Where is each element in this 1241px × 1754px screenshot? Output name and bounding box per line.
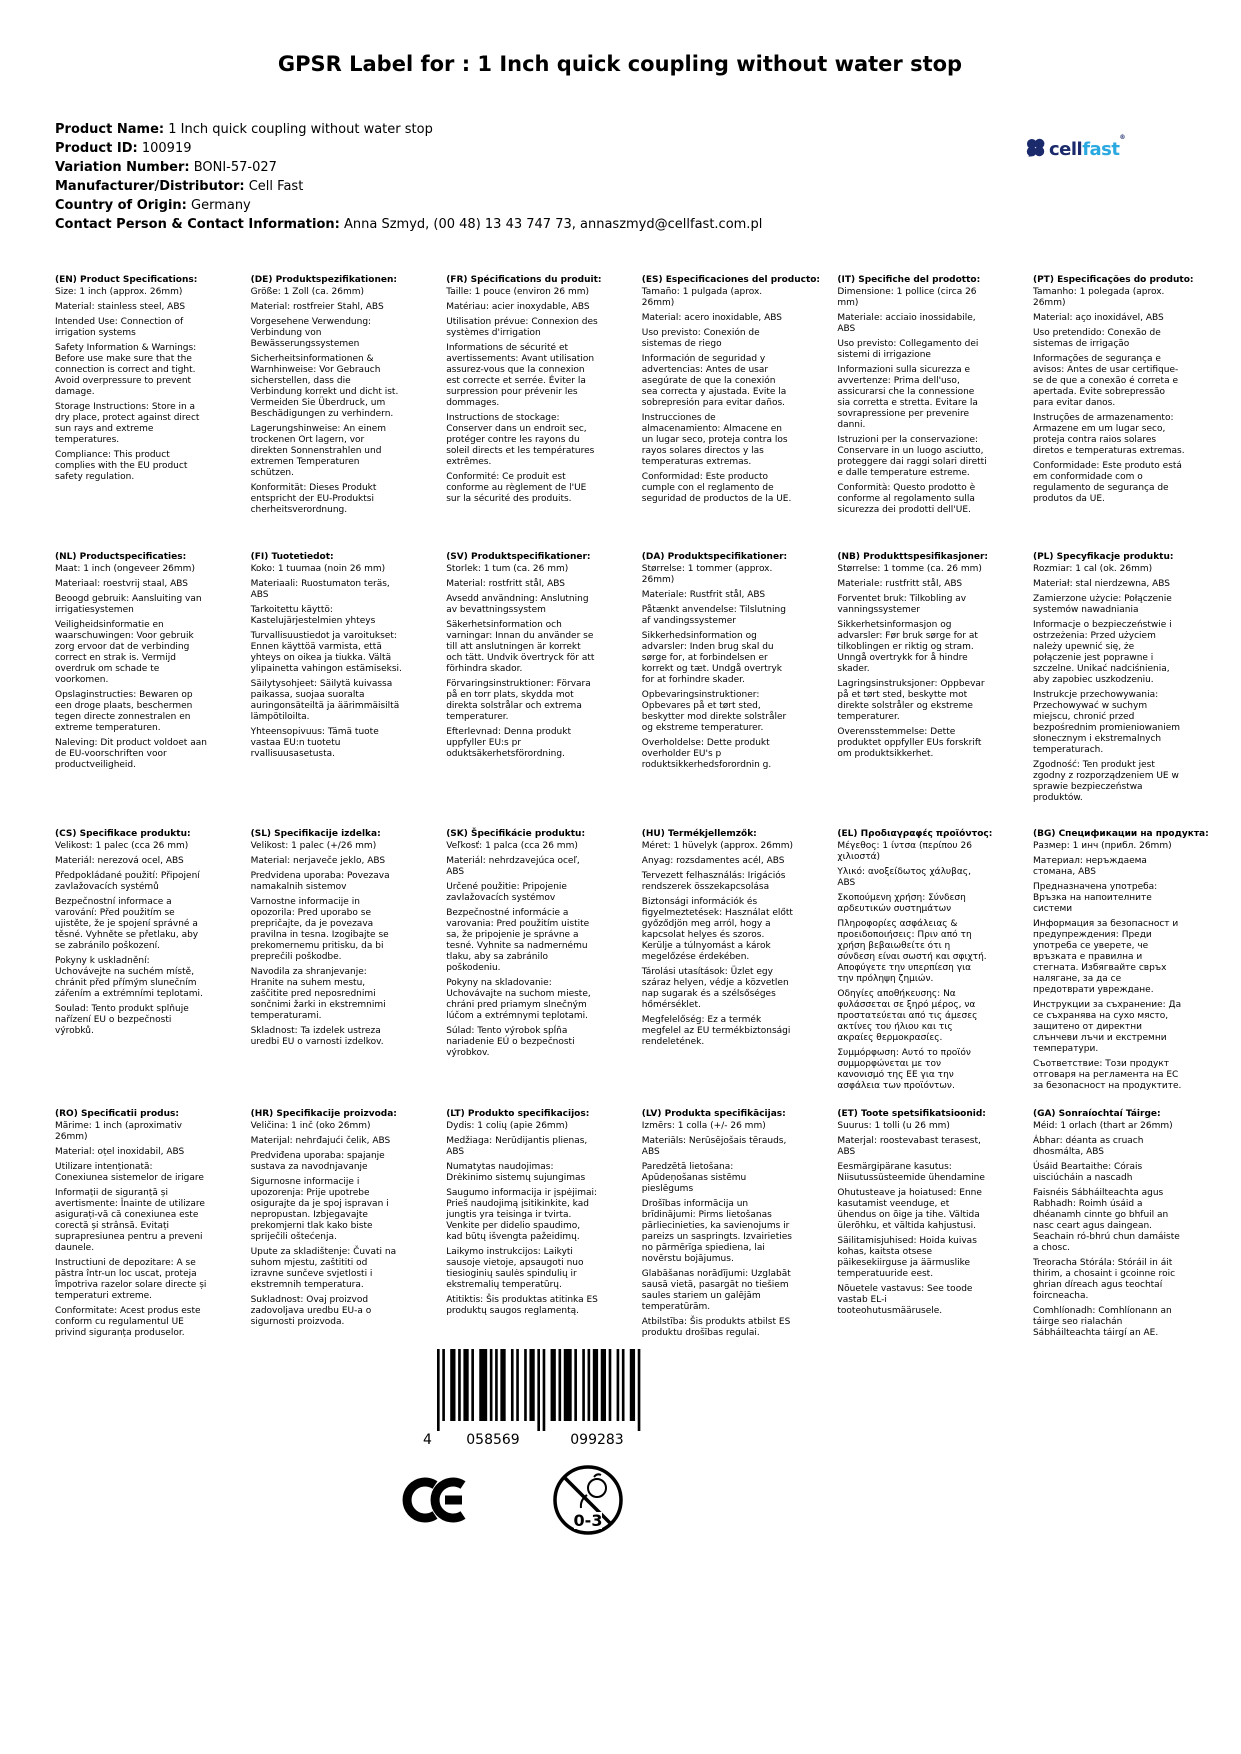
spec-paragraph: Utilizare intenționată: Conexiunea sistemelor de irigare bbox=[55, 1162, 204, 1183]
spec-paragraph: Οδηγίες αποθήκευσης: Να φυλάσσεται σε ξηρό μέρος, να προστατεύεται από τις άμεσες ακτίνες του ήλιου και τις ακραίες θερμοκρασίες. bbox=[837, 989, 978, 1043]
spec-paragraph: Atitiktis: Šis produktas atitinka ES produktų saugos reglamentą. bbox=[446, 1295, 598, 1316]
spec-paragraph: Rozmiar: 1 cal (ok. 26mm) bbox=[1032, 564, 1153, 574]
spec-paragraph: Anyag: rozsdamentes acél, ABS bbox=[641, 856, 785, 866]
spec-paragraph: Material: acero inoxidable, ABS bbox=[641, 313, 782, 323]
manufacturer-row bbox=[55, 177, 1185, 196]
spec-block-title: (NL) Productspecificaties: bbox=[55, 552, 187, 562]
spec-block-ro bbox=[55, 1109, 207, 1343]
spec-paragraph: Naleving: Dit product voldoet aan de EU-voorschriften voor productveiligheid. bbox=[55, 738, 207, 770]
spec-paragraph: Bezpečnostné informácie a varovania: Pred použitím uistite sa, že pripojenie je správne a tesné. Vyhnite sa nadmernému tlaku, aby sa zabránilo poškodeniu. bbox=[446, 908, 590, 973]
spec-block-title: (DE) Produktspezifikationen: bbox=[250, 275, 397, 285]
spec-paragraph: Предназначена употреба: Връзка на напоителните системи bbox=[1032, 882, 1158, 914]
spec-paragraph: Materiale: acciaio inossidabile, ABS bbox=[837, 313, 976, 334]
product-id-row bbox=[55, 139, 1185, 158]
barcode-digits-left: 058569 bbox=[466, 1432, 520, 1448]
spec-block-title: (LV) Produkta specifikācijas: bbox=[641, 1109, 786, 1119]
spec-paragraph: Sigurnosne informacije i upozorenja: Prije upotrebe osigurajte da je spoj ispravan i nepropustan. Izbjegavajte prekomjerni tlak kako biste spriječili oštećenja. bbox=[250, 1177, 389, 1242]
spec-paragraph: Størrelse: 1 tomme (ca. 26 mm) bbox=[837, 564, 982, 574]
spec-paragraph: Materjal: roostevabast terasest, ABS bbox=[837, 1136, 981, 1157]
spec-block-title: (EL) Προδιαγραφές προϊόντος: bbox=[837, 829, 993, 839]
spec-paragraph: Glabāšanas norādījumi: Uzglabāt sausā vietā, pasargāt no tiešiem saules stariem un galējām temperatūrām. bbox=[641, 1269, 791, 1312]
spec-paragraph: Material: stainless steel, ABS bbox=[55, 302, 186, 312]
spec-paragraph: Koko: 1 tuumaa (noin 26 mm) bbox=[250, 564, 386, 574]
spec-block-et bbox=[837, 1109, 989, 1343]
spec-paragraph: Materiale: rustfritt stål, ABS bbox=[837, 579, 963, 589]
spec-paragraph: Sukladnost: Ovaj proizvod zadovoljava uredbu EU-a o sigurnosti proizvoda. bbox=[250, 1295, 372, 1327]
spec-paragraph: Sicherheitsinformationen & Warnhinweise: Vor Gebrauch sicherstellen, dass die Verbindung korrekt und dicht ist. Vermeiden Sie Überdruck, um Beschädigungen zu verhindern. bbox=[250, 354, 399, 419]
spec-paragraph: Predviđena uporaba: spajanje sustava za navodnjavanje bbox=[250, 1151, 385, 1172]
product-name-row bbox=[55, 120, 1185, 139]
spec-paragraph: Opbevaringsinstruktioner: Opbevares på et tørt sted, beskytter mod direkte solstråler og ekstreme temperaturer. bbox=[641, 690, 787, 733]
spec-paragraph: Συμμόρφωση: Αυτό το προϊόν συμμορφώνεται με τον κανονισμό της ΕΕ για την ασφάλεια των προϊόντων. bbox=[837, 1048, 971, 1091]
spec-block-title: (BG) Спецификации на продукта: bbox=[1032, 829, 1209, 839]
compliance-icons bbox=[399, 1463, 761, 1541]
barcode bbox=[421, 1349, 671, 1449]
spec-paragraph: Инструкции за съхранение: Да се съхранява на сухо място, защитено от директни слънчеви лъчи и екстремни температури. bbox=[1032, 1000, 1182, 1054]
spec-paragraph: Съответствие: Този продукт отговаря на регламента на ЕС за безопасност на продуктите. bbox=[1032, 1059, 1182, 1091]
spec-block-title: (SL) Specifikacije izdelka: bbox=[250, 829, 381, 839]
spec-paragraph: Instrucciones de almacenamiento: Almacene en un lugar seco, proteja contra los rayos solares directos y las temperaturas extremas. bbox=[641, 413, 788, 467]
field-value: Cell Fast bbox=[248, 179, 304, 194]
spec-paragraph: Materiał: stal nierdzewna, ABS bbox=[1032, 579, 1171, 589]
spec-paragraph: Säilytysohjeet: Säilytä kuivassa paikassa, suojaa suoralta auringonsäteiltä ja äärimmäisiltä lämpötiloilta. bbox=[250, 679, 400, 722]
spec-paragraph: Méid: 1 orlach (thart ar 26mm) bbox=[1032, 1121, 1173, 1131]
spec-paragraph: Navodila za shranjevanje: Hranite na suhem mestu, zaščitite pred neposrednimi sončnimi žarki in ekstremnimi temperaturami. bbox=[250, 967, 386, 1021]
spec-block-lv bbox=[642, 1109, 794, 1343]
spec-paragraph: Laikymo instrukcijos: Laikyti sausoje vietoje, apsaugoti nuo tiesioginių saulės spindulių ir ekstremalių temperatūrų. bbox=[446, 1247, 584, 1290]
spec-paragraph: Größe: 1 Zoll (ca. 26mm) bbox=[250, 287, 364, 297]
barcode-digits-right: 099283 bbox=[570, 1432, 624, 1448]
spec-paragraph: Treoracha Stórála: Stóráil in áit thirim, a chosaint i gcoinne roic ghrian díreach agus teochtaí foircneacha. bbox=[1032, 1258, 1176, 1301]
spec-block-en bbox=[55, 275, 207, 552]
spec-paragraph: Sikkerhetsinformasjon og advarsler: Før bruk sørge for at tilkoblingen er riktig og stram. Unngå overtrykk for å hindre skader. bbox=[837, 620, 978, 674]
spec-paragraph: Safety Information & Warnings: Before use make sure that the connection is correct and tight. Avoid overpressure to prevent damage. bbox=[55, 343, 197, 397]
spec-block-title: (GA) Sonraíochtaí Táirge: bbox=[1032, 1109, 1161, 1119]
field-value: Germany bbox=[191, 198, 251, 213]
clover-icon bbox=[1024, 136, 1047, 163]
spec-paragraph: Conformidad: Este producto cumple con el reglamento de seguridad de productos de la UE. bbox=[641, 472, 792, 504]
spec-paragraph: Storage Instructions: Store in a dry place, protect against direct sun rays and extreme temperatures. bbox=[55, 402, 200, 445]
spec-paragraph: Informações de segurança e avisos: Antes de usar certifique-se de que a conexão é correta e apertada. Evite sobrepressão para evitar danos. bbox=[1032, 354, 1179, 408]
spec-paragraph: Tárolási utasítások: Üzlet egy száraz helyen, védje a közvetlen nap sugarak és a szélsőséges hőmérséklet. bbox=[641, 967, 789, 1010]
spec-block-lt bbox=[446, 1109, 598, 1343]
spec-paragraph: Информация за безопасност и предупреждения: Преди употреба се уверете, че връзката е правилна и стегната. Избягвайте свръх налягане, за да се предотврати увреждане. bbox=[1032, 919, 1179, 995]
spec-paragraph: Ohutusteave ja hoiatused: Enne kasutamist veenduge, et ühendus on õige ja tihe. Vältida ülerõhku, et vältida kahjustusi. bbox=[837, 1188, 982, 1231]
spec-paragraph: Säilitamisjuhised: Hoida kuivas kohas, kaitsta otsese päikesekiirguse ja äärmuslike temperatuuride eest. bbox=[837, 1236, 977, 1279]
spec-paragraph: Storlek: 1 tum (ca. 26 mm) bbox=[446, 564, 569, 574]
spec-paragraph: Uso previsto: Collegamento dei sistemi di irrigazione bbox=[837, 339, 979, 360]
barcode-digit-lead: 4 bbox=[423, 1432, 432, 1448]
spec-paragraph: Tervezett felhasználás: Irigációs rendszerek összekapcsolása bbox=[641, 871, 786, 892]
spec-paragraph: Předpokládané použití: Připojení zavlažovacích systémů bbox=[55, 871, 200, 892]
product-info bbox=[55, 120, 1185, 234]
logo-text-fast: fast bbox=[1082, 138, 1120, 160]
spec-paragraph: Tamanho: 1 polegada (aprox. 26mm) bbox=[1032, 287, 1165, 308]
spec-block-el bbox=[837, 829, 993, 1109]
spec-block-title: (ET) Toote spetsifikatsioonid: bbox=[837, 1109, 986, 1119]
spec-paragraph: Biztonsági információk és figyelmeztetések: Használat előtt győződjön meg arról, hogy a kapcsolat helyes és szoros. Kerülje a túlnyomást a károk megelőzése érdekében. bbox=[641, 897, 793, 962]
spec-block-title: (DA) Produktspecifikationer: bbox=[641, 552, 788, 562]
spec-paragraph: Instruções de armazenamento: Armazene em um lugar seco, proteja contra raios solares diretos e temperaturas extremas. bbox=[1032, 413, 1185, 456]
spec-paragraph: Forventet bruk: Tilkobling av vanningssystemer bbox=[837, 594, 967, 615]
spec-block-sv bbox=[446, 552, 598, 829]
field-label: Variation Number: bbox=[55, 160, 190, 175]
field-value: Anna Szmyd, (00 48) 13 43 747 73, annaszmyd@cellfast.com.pl bbox=[344, 217, 763, 232]
spec-paragraph: Určené použitie: Pripojenie zavlažovacích systémov bbox=[446, 882, 567, 903]
spec-paragraph: Tarkoitettu käyttö: Kastelujärjestelmien yhteys bbox=[250, 605, 376, 626]
spec-block-title: (PL) Specyfikacje produktu: bbox=[1032, 552, 1174, 562]
field-label: Manufacturer/Distributor: bbox=[55, 179, 245, 194]
spec-paragraph: Pokyny na skladovanie: Uchovávajte na suchom mieste, chráni pred priamym slnečným lúčom a extrémnymi teplotami. bbox=[446, 978, 591, 1021]
spec-paragraph: Megfelelőség: Ez a termék megfelel az EU termékbiztonsági rendeletének. bbox=[641, 1015, 791, 1047]
spec-paragraph: Size: 1 inch (approx. 26mm) bbox=[55, 287, 183, 297]
ce-mark-icon bbox=[399, 1473, 467, 1531]
spec-paragraph: Veiligheidsinformatie en waarschuwingen: Voor gebruik zorg ervoor dat de verbinding correct en strak is. Vermijd overdruk om schade te voorkomen. bbox=[55, 620, 194, 685]
spec-block-title: (CS) Specifikace produktu: bbox=[55, 829, 191, 839]
spec-paragraph: Conformità: Questo prodotto è conforme al regolamento sulla sicurezza dei prodotti dell'UE. bbox=[837, 483, 976, 515]
language-spec-grid bbox=[55, 275, 1209, 1343]
spec-paragraph: Υλικό: ανοξείδωτος χάλυβας, ABS bbox=[837, 867, 971, 888]
contact-row bbox=[55, 215, 1185, 234]
spec-paragraph: Izmērs: 1 colla (+/- 26 mm) bbox=[641, 1121, 766, 1131]
spec-paragraph: Størrelse: 1 tommer (approx. 26mm) bbox=[641, 564, 773, 585]
spec-paragraph: Compliance: This product complies with the EU product safety regulation. bbox=[55, 450, 188, 482]
spec-paragraph: Materiál: nehrdzavejúca oceľ, ABS bbox=[446, 856, 580, 877]
spec-block-ga bbox=[1033, 1109, 1185, 1343]
spec-paragraph: Atbilstība: Šis produkts atbilst ES produktu drošības regulai. bbox=[641, 1317, 791, 1338]
spec-paragraph: Maat: 1 inch (ongeveer 26mm) bbox=[55, 564, 195, 574]
spec-paragraph: Comhlíonadh: Comhlíonann an táirge seo rialachán Sábháilteachta táirgí an AE. bbox=[1032, 1306, 1172, 1338]
spec-paragraph: Saugumo informacija ir įspėjimai: Prieš naudojimą įsitikinkite, kad jungtis yra teisinga ir tvirta. Venkite per didelio spaudimo, kad būtų išvengta pažeidimų. bbox=[446, 1188, 598, 1242]
field-value: 100919 bbox=[141, 141, 192, 156]
logo-text-cell: cell bbox=[1048, 138, 1083, 160]
spec-paragraph: Dydis: 1 colių (apie 26mm) bbox=[446, 1121, 568, 1131]
spec-paragraph: Informations de sécurité et avertissements: Avant utilisation assurez-vous que la connexion est correcte et serrée. Éviter la surpression pour prévenir les dommages. bbox=[446, 343, 595, 408]
spec-block-fi bbox=[251, 552, 403, 829]
spec-paragraph: Avsedd användning: Anslutning av bevattningssystem bbox=[446, 594, 589, 615]
spec-paragraph: Uso pretendido: Conexão de sistemas de irrigação bbox=[1032, 328, 1161, 349]
spec-paragraph: Påtænkt anvendelse: Tilslutning af vandingssystemer bbox=[641, 605, 786, 626]
spec-paragraph: Dimensione: 1 pollice (circa 26 mm) bbox=[837, 287, 977, 308]
spec-block-title: (LT) Produkto specifikacijos: bbox=[446, 1109, 590, 1119]
spec-paragraph: Información de seguridad y advertencias: Antes de usar asegúrate de que la conexión sea correcta y ajustada. Evite la sobrepresión para evitar daños. bbox=[641, 354, 787, 408]
age-warning-label: 0-3 bbox=[573, 1511, 603, 1530]
spec-paragraph: Utilisation prévue: Connexion des systèmes d'irrigation bbox=[446, 317, 598, 338]
spec-block-sk bbox=[446, 829, 598, 1109]
spec-paragraph: Material: rostfreier Stahl, ABS bbox=[250, 302, 384, 312]
spec-block-it bbox=[837, 275, 989, 552]
spec-paragraph: Upute za skladištenje: Čuvati na suhom mjestu, zaštititi od izravne sunčeve svjetlosti i ekstremnih temperatura. bbox=[250, 1247, 397, 1290]
spec-paragraph: Predvidena uporaba: Povezava namakalnih sistemov bbox=[250, 871, 390, 892]
spec-block-pl bbox=[1033, 552, 1185, 829]
spec-block-cs bbox=[55, 829, 207, 1109]
spec-paragraph: Sikkerhedsinformation og advarsler: Inden brug skal du sørge for, at forbindelsen er korrekt og tæt. Undgå overtryk for at forhindre skader. bbox=[641, 631, 782, 685]
spec-paragraph: Medžiaga: Nerūdijantis plienas, ABS bbox=[446, 1136, 588, 1157]
spec-paragraph: Konformität: Dieses Produkt entspricht der EU-Produktsi cherheitsverordnung. bbox=[250, 483, 377, 515]
spec-paragraph: Förvaringsinstruktioner: Förvara på en torr plats, skydda mot direkta solstrålar och extrema temperaturer. bbox=[446, 679, 591, 722]
spec-paragraph: Nõuetele vastavus: See toode vastab EL-i tooteohutusmäärusele. bbox=[837, 1284, 973, 1316]
spec-paragraph: Instructiuni de depozitare: A se păstra într-un loc uscat, proteja împotriva razelor solare directe și temperaturi extreme. bbox=[55, 1258, 207, 1301]
spec-block-title: (NB) Produkttspesifikasjoner: bbox=[837, 552, 989, 562]
spec-block-title: (FR) Spécifications du produit: bbox=[446, 275, 602, 285]
spec-paragraph: Materiale: Rustfrit stål, ABS bbox=[641, 590, 766, 600]
field-label: Product ID: bbox=[55, 141, 138, 156]
spec-block-title: (HU) Termékjellemzők: bbox=[641, 829, 757, 839]
spec-paragraph: Material: nerjaveče jeklo, ABS bbox=[250, 856, 386, 866]
spec-paragraph: Mărime: 1 inch (aproximativ 26mm) bbox=[55, 1121, 182, 1142]
spec-paragraph: Drošības informācija un brīdinājumi: Pirms lietošanas pārliecinieties, ka savienojums ir pareizs un saspringts. Izvairieties no pārmērīga spiediena, lai novērstu bojājumus. bbox=[641, 1199, 792, 1264]
spec-paragraph: Materiāls: Nerūsējošais tērauds, ABS bbox=[641, 1136, 787, 1157]
logo-wordmark bbox=[1048, 133, 1125, 160]
spec-paragraph: Lagerungshinweise: An einem trockenen Ort lagern, vor direkten Sonnenstrahlen und extremen Temperaturen schützen. bbox=[250, 424, 387, 478]
spec-block-bg bbox=[1032, 829, 1209, 1109]
spec-paragraph: Turvallisuustiedot ja varoitukset: Ennen käyttöä varmista, että yhteys on oikea ja tiukka. Vältä ylipainetta vahingon estämiseksi. bbox=[250, 631, 402, 674]
page-title: GPSR Label for : 1 Inch quick coupling without water stop bbox=[277, 52, 963, 76]
spec-paragraph: Velikost: 1 palec (cca 26 mm) bbox=[55, 841, 189, 851]
spec-block-title: (RO) Specificatii produs: bbox=[55, 1109, 179, 1119]
spec-paragraph: Informacje o bezpieczeństwie i ostrzeżenia: Przed użyciem należy upewnić się, że połączenie jest poprawne i szczelne. Unikać nadciśnienia, aby zapobiec uszkodzeniu. bbox=[1032, 620, 1172, 685]
spec-block-nl bbox=[55, 552, 207, 829]
spec-paragraph: Eesmärgipärane kasutus: Niisutussüsteemide ühendamine bbox=[837, 1162, 985, 1183]
spec-block-title: (SV) Produktspecifikationer: bbox=[446, 552, 591, 562]
registered-mark: ® bbox=[1119, 133, 1125, 141]
spec-paragraph: Efterlevnad: Denna produkt uppfyller EU:s pr oduktsäkerhetsförordning. bbox=[446, 727, 571, 759]
spec-paragraph: Matériau: acier inoxydable, ABS bbox=[446, 302, 590, 312]
age-warning-icon bbox=[551, 1463, 625, 1541]
spec-paragraph: Numatytas naudojimas: Drėkinimo sistemų sujungimas bbox=[446, 1162, 586, 1183]
spec-paragraph: Säkerhetsinformation och varningar: Innan du använder se till att anslutningen är korrekt och tätt. Undvik övertryck för att förhindra skador. bbox=[446, 620, 595, 674]
spec-paragraph: Materiaal: roestvrij staal, ABS bbox=[55, 579, 188, 589]
spec-paragraph: Vorgesehene Verwendung: Verbindung von Bewässerungssystemen bbox=[250, 317, 372, 349]
spec-paragraph: Materiaali: Ruostumaton teräs, ABS bbox=[250, 579, 390, 600]
spec-paragraph: Материал: неръждаема стомана, ABS bbox=[1032, 856, 1147, 877]
spec-paragraph: Material: rostfritt stål, ABS bbox=[446, 579, 565, 589]
spec-block-es bbox=[641, 275, 821, 552]
spec-paragraph: Material: aço inoxidável, ABS bbox=[1032, 313, 1164, 323]
spec-block-title: (HR) Specifikacije proizvoda: bbox=[250, 1109, 397, 1119]
spec-paragraph: Conformidade: Este produto está em conformidade com o regulamento de segurança de produtos da UE. bbox=[1032, 461, 1182, 504]
spec-paragraph: Material: oțel inoxidabil, ABS bbox=[55, 1147, 185, 1157]
spec-block-title: (EN) Product Specifications: bbox=[55, 275, 198, 285]
spec-paragraph: Materijal: nehrđajući čelik, ABS bbox=[250, 1136, 391, 1146]
spec-paragraph: Lagringsinstruksjoner: Oppbevar på et tørt sted, beskytte mot direkte solstråler og ekstreme temperaturer. bbox=[837, 679, 985, 722]
spec-paragraph: Σκοπούμενη χρήση: Σύνδεση αρδευτικών συστημάτων bbox=[837, 893, 966, 914]
spec-paragraph: Overensstemmelse: Dette produktet oppfyller EUs forskrift om produktsikkerhet. bbox=[837, 727, 982, 759]
spec-paragraph: Instrukcje przechowywania: Przechowywać w suchym miejscu, chronić przed bezpośrednim promieniowaniem słonecznym i ekstremalnych temperaturach. bbox=[1032, 690, 1181, 755]
spec-block-de bbox=[251, 275, 403, 552]
spec-paragraph: Pokyny k uskladnění: Uchovávejte na suchém místě, chránit před přímým slunečním zářením a extrémními teplotami. bbox=[55, 956, 203, 999]
spec-paragraph: Размер: 1 инч (прибл. 26mm) bbox=[1032, 841, 1172, 851]
spec-paragraph: Conformitate: Acest produs este conform cu regulamentul UE privind siguranța produselor. bbox=[55, 1306, 201, 1338]
spec-paragraph: Zamierzone użycie: Połączenie systemów nawadniania bbox=[1032, 594, 1172, 615]
spec-paragraph: Zgodność: Ten produkt jest zgodny z rozporządzeniem UE w sprawie bezpieczeństwa produktów. bbox=[1032, 760, 1179, 803]
spec-paragraph: Intended Use: Connection of irrigation systems bbox=[55, 317, 184, 338]
spec-paragraph: Varnostne informacije in opozorila: Pred uporabo se prepričajte, da je povezava pravilna in tesna. Izogibajte se prekomernemu pritisku, da bi preprečili poškodbe. bbox=[250, 897, 389, 962]
spec-paragraph: Opslaginstructies: Bewaren op een droge plaats, beschermen tegen directe zonnestralen en extreme temperaturen. bbox=[55, 690, 193, 733]
spec-block-title: (IT) Specifiche del prodotto: bbox=[837, 275, 981, 285]
spec-paragraph: Skladnost: Ta izdelek ustreza uredbi EU o varnosti izdelkov. bbox=[250, 1026, 384, 1047]
spec-paragraph: Istruzioni per la conservazione: Conservare in un luogo asciutto, proteggere dai raggi solari diretti e dalle temperature estreme. bbox=[837, 435, 987, 478]
spec-paragraph: Úsáid Beartaithe: Córais uisciúcháin a nascadh bbox=[1032, 1162, 1143, 1183]
field-label: Contact Person & Contact Information: bbox=[55, 217, 340, 232]
spec-paragraph: Suurus: 1 tolli (u 26 mm) bbox=[837, 1121, 950, 1131]
spec-paragraph: Méret: 1 hüvelyk (approx. 26mm) bbox=[641, 841, 794, 851]
spec-block-da bbox=[642, 552, 794, 829]
spec-block-fr bbox=[446, 275, 602, 552]
variation-number-row bbox=[55, 158, 1185, 177]
spec-paragraph: Informazioni sulla sicurezza e avvertenze: Prima dell'uso, assicurarsi che la connessione sia corretta e stretta. Evitare la sovrapressione per prevenire danni. bbox=[837, 365, 978, 430]
spec-paragraph: Faisnéis Sábháilteachta agus Rabhadh: Roimh úsáid a dhéanamh cinnte go bhfuil an nasc ceart agus daingean. Seachain ró-bhrú chun damáiste a chosc. bbox=[1032, 1188, 1180, 1253]
spec-block-sl bbox=[251, 829, 403, 1109]
spec-paragraph: Μέγεθος: 1 ίντσα (περίπου 26 χιλιοστά) bbox=[837, 841, 972, 862]
spec-paragraph: Uso previsto: Conexión de sistemas de riego bbox=[641, 328, 760, 349]
field-value: 1 Inch quick coupling without water stop bbox=[168, 122, 433, 137]
spec-block-pt bbox=[1032, 275, 1194, 552]
spec-paragraph: Veľkosť: 1 palca (cca 26 mm) bbox=[446, 841, 578, 851]
spec-paragraph: Πληροφορίες ασφάλειας & προειδοποιήσεις: Πριν από τη χρήση βεβαιωθείτε ότι η σύνδεση είναι σωστή και σφιχτή. Αποφύγετε την υπερπίεση για την πρόληψη ζημιών. bbox=[837, 919, 987, 984]
field-label: Country of Origin: bbox=[55, 198, 187, 213]
spec-block-title: (PT) Especificações do produto: bbox=[1032, 275, 1194, 285]
spec-paragraph: Soulad: Tento produkt splňuje nařízení EU o bezpečnosti výrobků. bbox=[55, 1004, 189, 1036]
spec-block-title: (SK) Špecifikácie produktu: bbox=[446, 829, 586, 839]
field-label: Product Name: bbox=[55, 122, 165, 137]
spec-paragraph: Informații de siguranță și avertismente: Înainte de utilizare asigurați-vă că conexiunea este corectă și strânsă. Evitați suprapresiunea pentru a preveni daunele. bbox=[55, 1188, 205, 1253]
spec-paragraph: Veličina: 1 inč (oko 26mm) bbox=[250, 1121, 371, 1131]
spec-block-hu bbox=[642, 829, 794, 1109]
spec-paragraph: Ábhar: déanta as cruach dhosmálta, ABS bbox=[1032, 1136, 1144, 1157]
spec-paragraph: Materiál: nerezová ocel, ABS bbox=[55, 856, 184, 866]
spec-block-hr bbox=[251, 1109, 403, 1343]
spec-paragraph: Bezpečnostní informace a varování: Před použitím se ujistěte, že je spojení správné a těsné. Vyhněte se přetlaku, aby se zabránilo poškození. bbox=[55, 897, 199, 951]
spec-paragraph: Yhteensopivuus: Tämä tuote vastaa EU:n tuotetu rvallisuusasetusta. bbox=[250, 727, 379, 759]
spec-paragraph: Instructions de stockage: Conserver dans un endroit sec, protéger contre les rayons du soleil directs et les températures extrêmes. bbox=[446, 413, 595, 467]
spec-paragraph: Overholdelse: Dette produkt overholder EU's p roduktsikkerhedsforordnin g. bbox=[641, 738, 772, 770]
country-of-origin-row bbox=[55, 196, 1185, 215]
footer bbox=[421, 1349, 761, 1541]
spec-paragraph: Súlad: Tento výrobok spĺňa nariadenie EÚ o bezpečnosti výrobkov. bbox=[446, 1026, 575, 1058]
spec-paragraph: Tamaño: 1 pulgada (aprox. 26mm) bbox=[641, 287, 763, 308]
spec-paragraph: Taille: 1 pouce (environ 26 mm) bbox=[446, 287, 590, 297]
cellfast-logo bbox=[1024, 133, 1125, 163]
spec-paragraph: Conformité: Ce produit est conforme au règlement de l'UE sur la sécurité des produits. bbox=[446, 472, 587, 504]
spec-paragraph: Paredzētā lietošana: Apūdeņošanas sistēmu pieslēgums bbox=[641, 1162, 747, 1194]
spec-block-title: (FI) Tuotetiedot: bbox=[250, 552, 334, 562]
spec-block-nb bbox=[837, 552, 989, 829]
spec-paragraph: Velikost: 1 palec (+/26 mm) bbox=[250, 841, 377, 851]
spec-block-title: (ES) Especificaciones del producto: bbox=[641, 275, 821, 285]
spec-paragraph: Beoogd gebruik: Aansluiting van irrigatiesystemen bbox=[55, 594, 202, 615]
field-value: BONI-57-027 bbox=[193, 160, 277, 175]
